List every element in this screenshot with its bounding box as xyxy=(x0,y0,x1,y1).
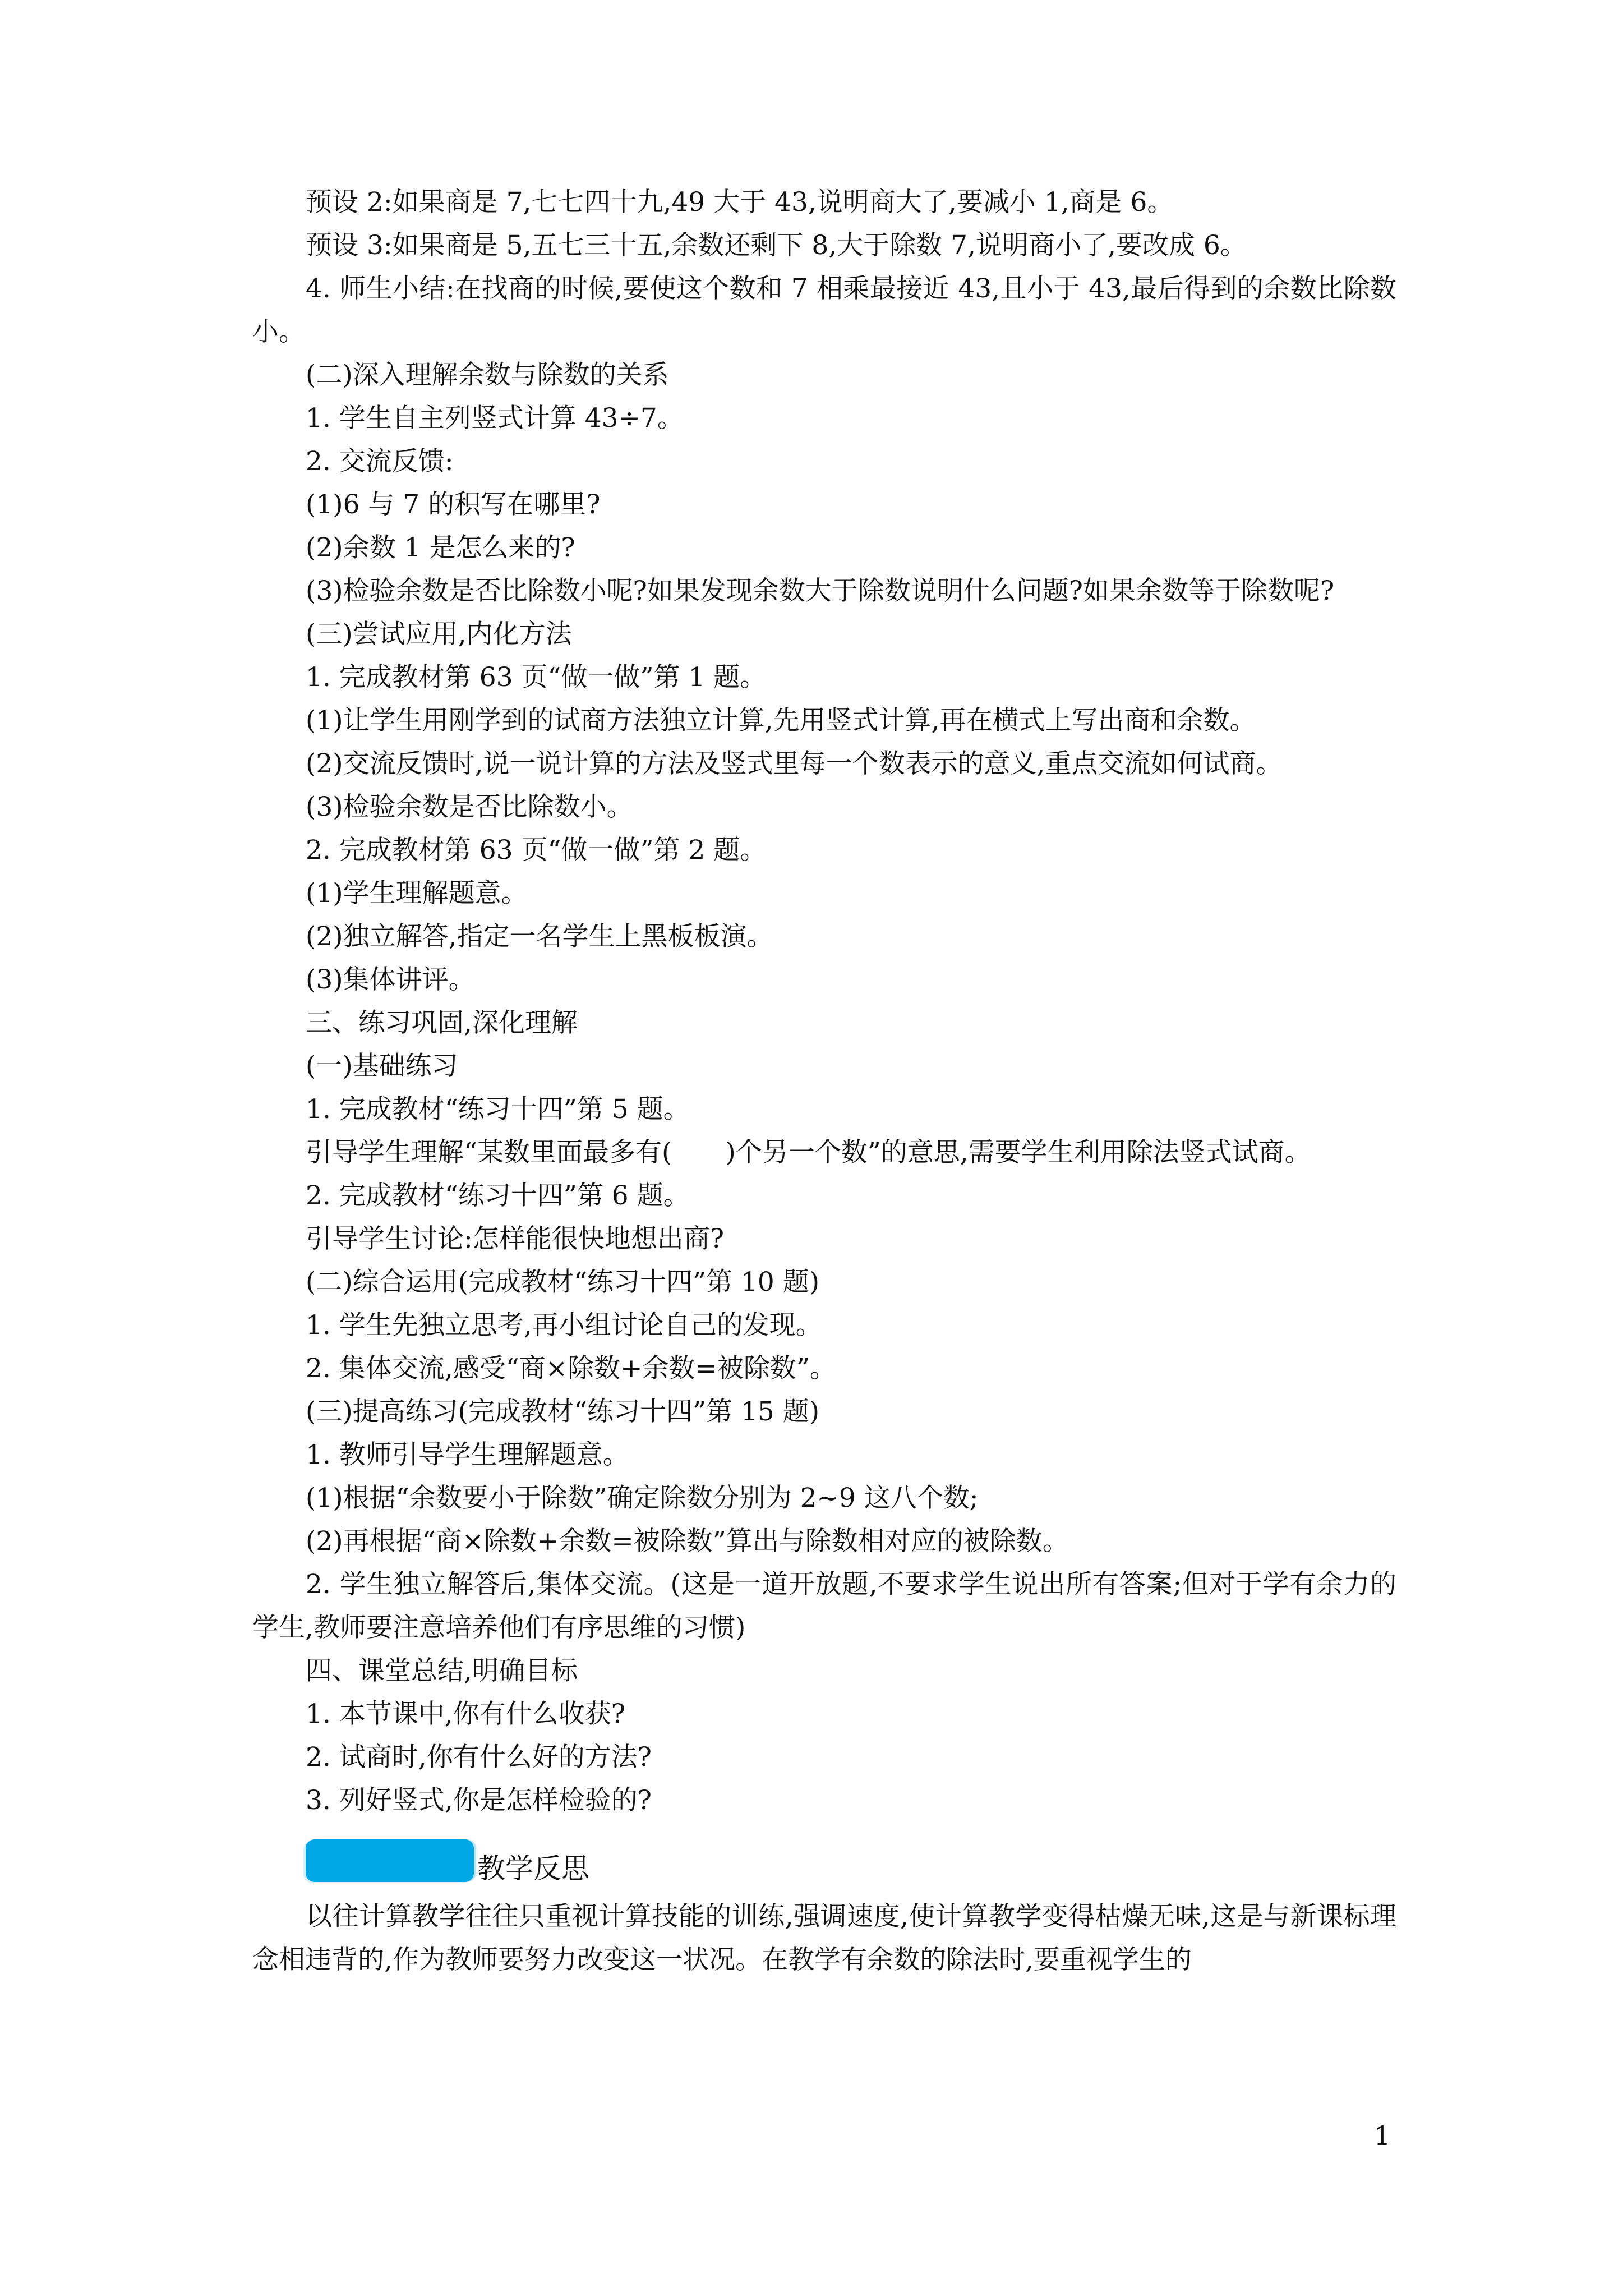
exercise-1-item-1: (1)让学生用刚学到的试商方法独立计算,先用竖式计算,再在横式上写出商和余数。 xyxy=(306,705,1256,736)
question-2: (2)余数 1 是怎么来的? xyxy=(306,532,575,563)
guide-after: )个另一个数”的意思,需要学生利用除法竖式试商。 xyxy=(725,1137,1311,1168)
subheading-2: (二)深入理解余数与除数的关系 xyxy=(306,360,669,390)
page-content xyxy=(252,181,1396,1981)
comprehensive-step-1: 1. 学生先独立思考,再小组讨论自己的发现。 xyxy=(306,1310,822,1341)
summary-question-1: 1. 本节课中,你有什么收获? xyxy=(306,1699,625,1729)
exercise-2-item-3: (3)集体讲评。 xyxy=(306,964,475,995)
preset-2: 预设 2:如果商是 7,七七四十九,49 大于 43,说明商大了,要减小 1,商是 6。 xyxy=(306,187,1174,218)
subheading-3: (三)尝试应用,内化方法 xyxy=(306,619,572,650)
reflection-paragraph: 以往计算教学往往只重视计算技能的训练,强调速度,使计算教学变得枯燥无味,这是与新课标理念相违背的,作为教师要努力改变这一状况。在教学有余数的除法时,要重视学生的 xyxy=(252,1901,1396,1975)
preset-3: 预设 3:如果商是 5,五七三十五,余数还剩下 8,大于除数 7,说明商小了,要改成 6。 xyxy=(306,230,1247,261)
page-number: 1 xyxy=(1374,2120,1391,2151)
exercise-2: 2. 完成教材第 63 页“做一做”第 2 题。 xyxy=(306,835,767,866)
section-title: 教学反思 xyxy=(477,1852,589,1885)
basic-exercise-2: 2. 完成教材“练习十四”第 6 题。 xyxy=(306,1180,690,1211)
advanced-step-1-item-2: (2)再根据“商×除数+余数=被除数”算出与除数相对应的被除数。 xyxy=(306,1526,1069,1557)
question-3: (3)检验余数是否比除数小呢?如果发现余数大于除数说明什么问题?如果余数等于除数呢? xyxy=(306,576,1335,606)
heading-summary: 四、课堂总结,明确目标 xyxy=(306,1655,578,1686)
guide-understanding xyxy=(252,1131,1396,1174)
advanced-step-1-item-1: (1)根据“余数要小于除数”确定除数分别为 2~9 这八个数; xyxy=(306,1483,979,1513)
exercise-1-item-2: (2)交流反馈时,说一说计算的方法及竖式里每一个数表示的意义,重点交流如何试商。 xyxy=(306,748,1283,779)
teaching-reflection-heading xyxy=(252,1822,1396,1895)
question-1: (1)6 与 7 的积写在哪里? xyxy=(306,489,601,520)
comprehensive-step-2: 2. 集体交流,感受“商×除数+余数=被除数”。 xyxy=(306,1353,836,1384)
teacher-summary: 4. 师生小结:在找商的时候,要使这个数和 7 相乘最接近 43,且小于 43,最后得到的余数比除数小。 xyxy=(252,273,1396,347)
basic-practice: (一)基础练习 xyxy=(306,1051,458,1082)
basic-exercise-1: 1. 完成教材“练习十四”第 5 题。 xyxy=(306,1094,690,1125)
advanced-step-1: 1. 教师引导学生理解题意。 xyxy=(306,1439,629,1470)
guide-discussion: 引导学生讨论:怎样能很快地想出商? xyxy=(306,1223,725,1254)
advanced-step-2: 2. 学生独立解答后,集体交流。(这是一道开放题,不要求学生说出所有答案;但对于学有余力的学生,教师要注意培养他们有序思维的习惯) xyxy=(252,1569,1396,1643)
exercise-2-item-1: (1)学生理解题意。 xyxy=(306,878,528,909)
exercise-2-item-2: (2)独立解答,指定一名学生上黑板板演。 xyxy=(306,921,773,952)
exercise-1: 1. 完成教材第 63 页“做一做”第 1 题。 xyxy=(306,662,767,693)
comprehensive-practice: (二)综合运用(完成教材“练习十四”第 10 题) xyxy=(306,1267,820,1297)
advanced-practice: (三)提高练习(完成教材“练习十四”第 15 题) xyxy=(306,1396,820,1427)
exercise-1-item-3: (3)检验余数是否比除数小。 xyxy=(306,792,633,822)
step-1: 1. 学生自主列竖式计算 43÷7。 xyxy=(306,403,684,434)
heading-practice: 三、练习巩固,深化理解 xyxy=(306,1007,578,1038)
section-badge xyxy=(306,1839,474,1882)
summary-question-3: 3. 列好竖式,你是怎样检验的? xyxy=(306,1785,652,1816)
summary-question-2: 2. 试商时,你有什么好的方法? xyxy=(306,1742,652,1773)
guide-before: 引导学生理解“某数里面最多有( xyxy=(306,1137,672,1168)
step-2: 2. 交流反馈: xyxy=(306,446,454,477)
